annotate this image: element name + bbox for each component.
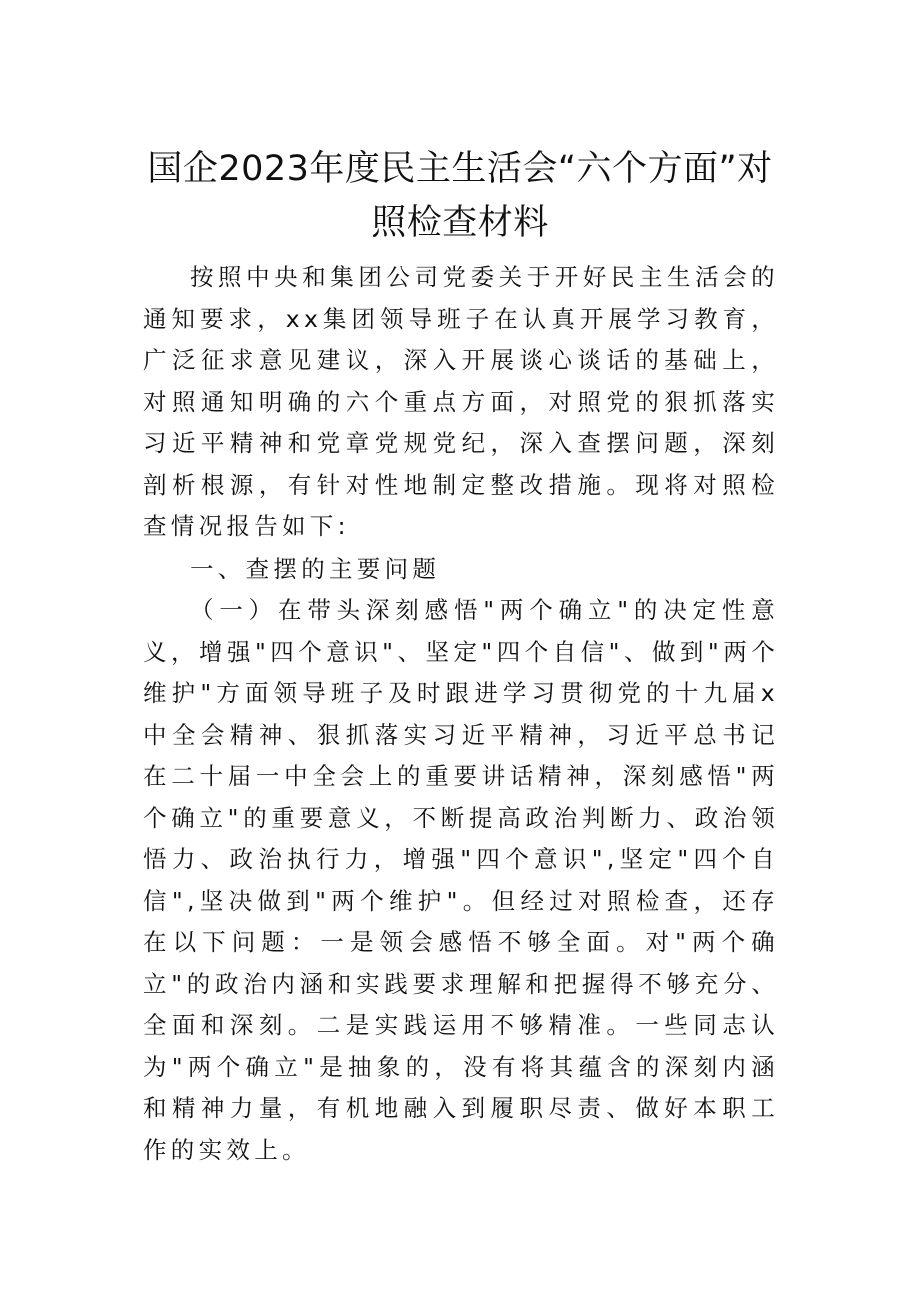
document-body bbox=[143, 257, 779, 1171]
subsection-paragraph: （一）在带头深刻感悟"两个确立"的决定性意义，增强"四个意识"、坚定"四个自信"、做到"两个维护"方面领导班子及时跟进学习贯彻党的十九届x中全会精神、狠抓落实习近平精神，习近平总书记在二十届一中全会上的重要讲话精神，深刻感悟"两个确立"的重要意义，不断提高政治判断力、政治领悟力、政治执行力，增强"四个意识",坚定"四个自信",坚决做到"两个维护"。但经过对照检查，还存在以下问题：一是领会感悟不够全面。对"两个确立"的政治内涵和实践要求理解和把握得不够充分、全面和深刻。二是实践运用不够精准。一些同志认为"两个确立"是抽象的，没有将其蕴含的深刻内涵和精神力量，有机地融入到履职尽责、做好本职工作的实效上。 bbox=[143, 596, 779, 1164]
section-heading: 一、查摆的主要问题 bbox=[190, 554, 441, 583]
document-title: 国企2023年度民主生活会“六个方面”对照检查材料 bbox=[147, 149, 773, 243]
intro-paragraph: 按照中央和集团公司党委关于开好民主生活会的通知要求，xx集团领导班子在认真开展学习教育，广泛征求意见建议，深入开展谈心谈话的基础上，对照通知明确的六个重点方面，对照党的狠抓落实习近平精神和党章党规党纪，深入查摆问题，深刻剖析根源，有针对性地制定整改措施。现将对照检查情况报告如下: bbox=[143, 263, 779, 540]
